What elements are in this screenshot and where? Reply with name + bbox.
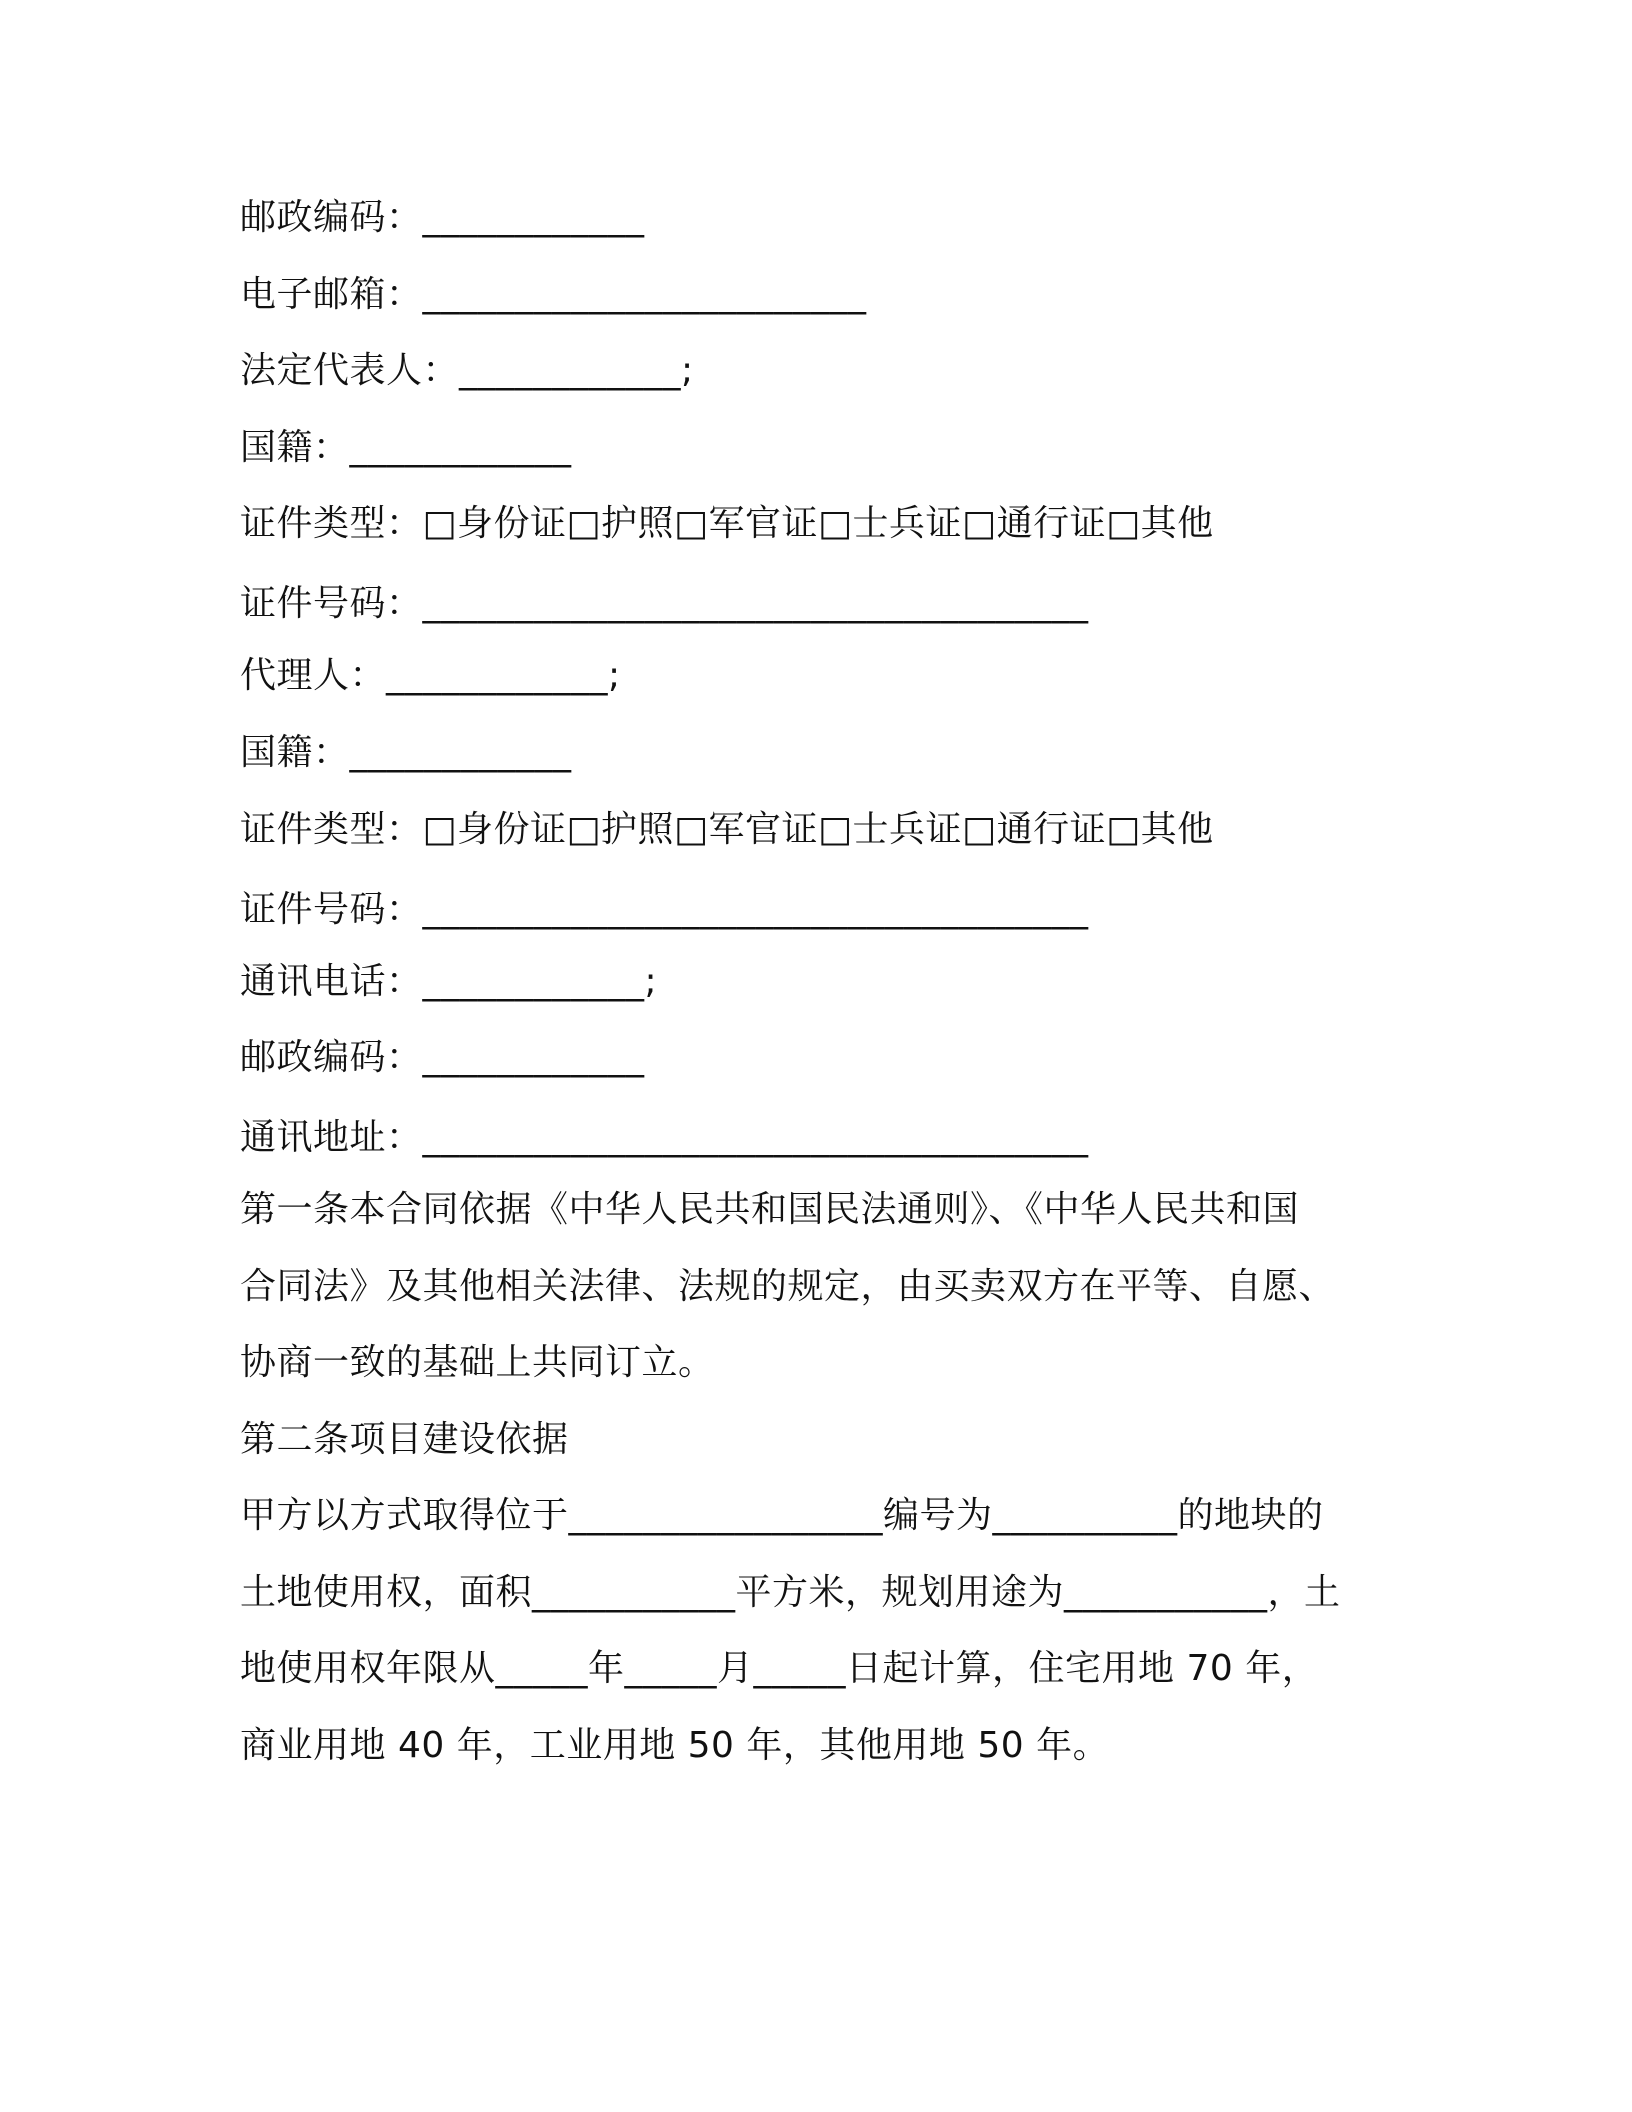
phone-line: 通讯电话：____________; [240,961,658,1002]
article-2-line-4: 商业用地 40 年，工业用地 50 年，其他用地 50 年。 [240,1725,1110,1766]
article-2-line-2: 土地使用权，面积___________平方米，规划用途为___________，土 [240,1572,1341,1613]
postal-code-line-1: 邮政编码：____________ [240,197,645,238]
agent-line: 代理人：____________; [240,655,621,696]
address-line: 通讯地址：____________________________________ [240,1117,1089,1158]
article-1-line-1: 第一条本合同依据《中华人民共和国民法通则》、《中华人民共和国 [240,1189,1300,1230]
id-number-line-1: 证件号码：____________________________________ [240,583,1089,624]
postal-code-line-2: 邮政编码：____________ [240,1037,645,1078]
legal-representative-line: 法定代表人：____________; [240,350,694,391]
article-2-line-1: 甲方以方式取得位于_________________编号为__________的地块的 [240,1495,1324,1536]
article-1-line-3: 协商一致的基础上共同订立。 [240,1342,715,1383]
nationality-line-2: 国籍：____________ [240,732,572,773]
email-line: 电子邮箱：________________________ [240,274,867,315]
id-number-line-2: 证件号码：____________________________________ [240,889,1089,930]
id-type-line-1: 证件类型：□身份证□护照□军官证□士兵证□通行证□其他 [240,503,1214,544]
article-1-line-2: 合同法》及其他相关法律、法规的规定，由买卖双方在平等、自愿、 [240,1266,1336,1307]
id-type-line-2: 证件类型：□身份证□护照□军官证□士兵证□通行证□其他 [240,809,1214,850]
article-2-heading: 第二条项目建设依据 [240,1419,569,1460]
article-2-line-3: 地使用权年限从_____年_____月_____日起计算，住宅用地 70 年， [240,1648,1319,1689]
nationality-line-1: 国籍：____________ [240,427,572,468]
